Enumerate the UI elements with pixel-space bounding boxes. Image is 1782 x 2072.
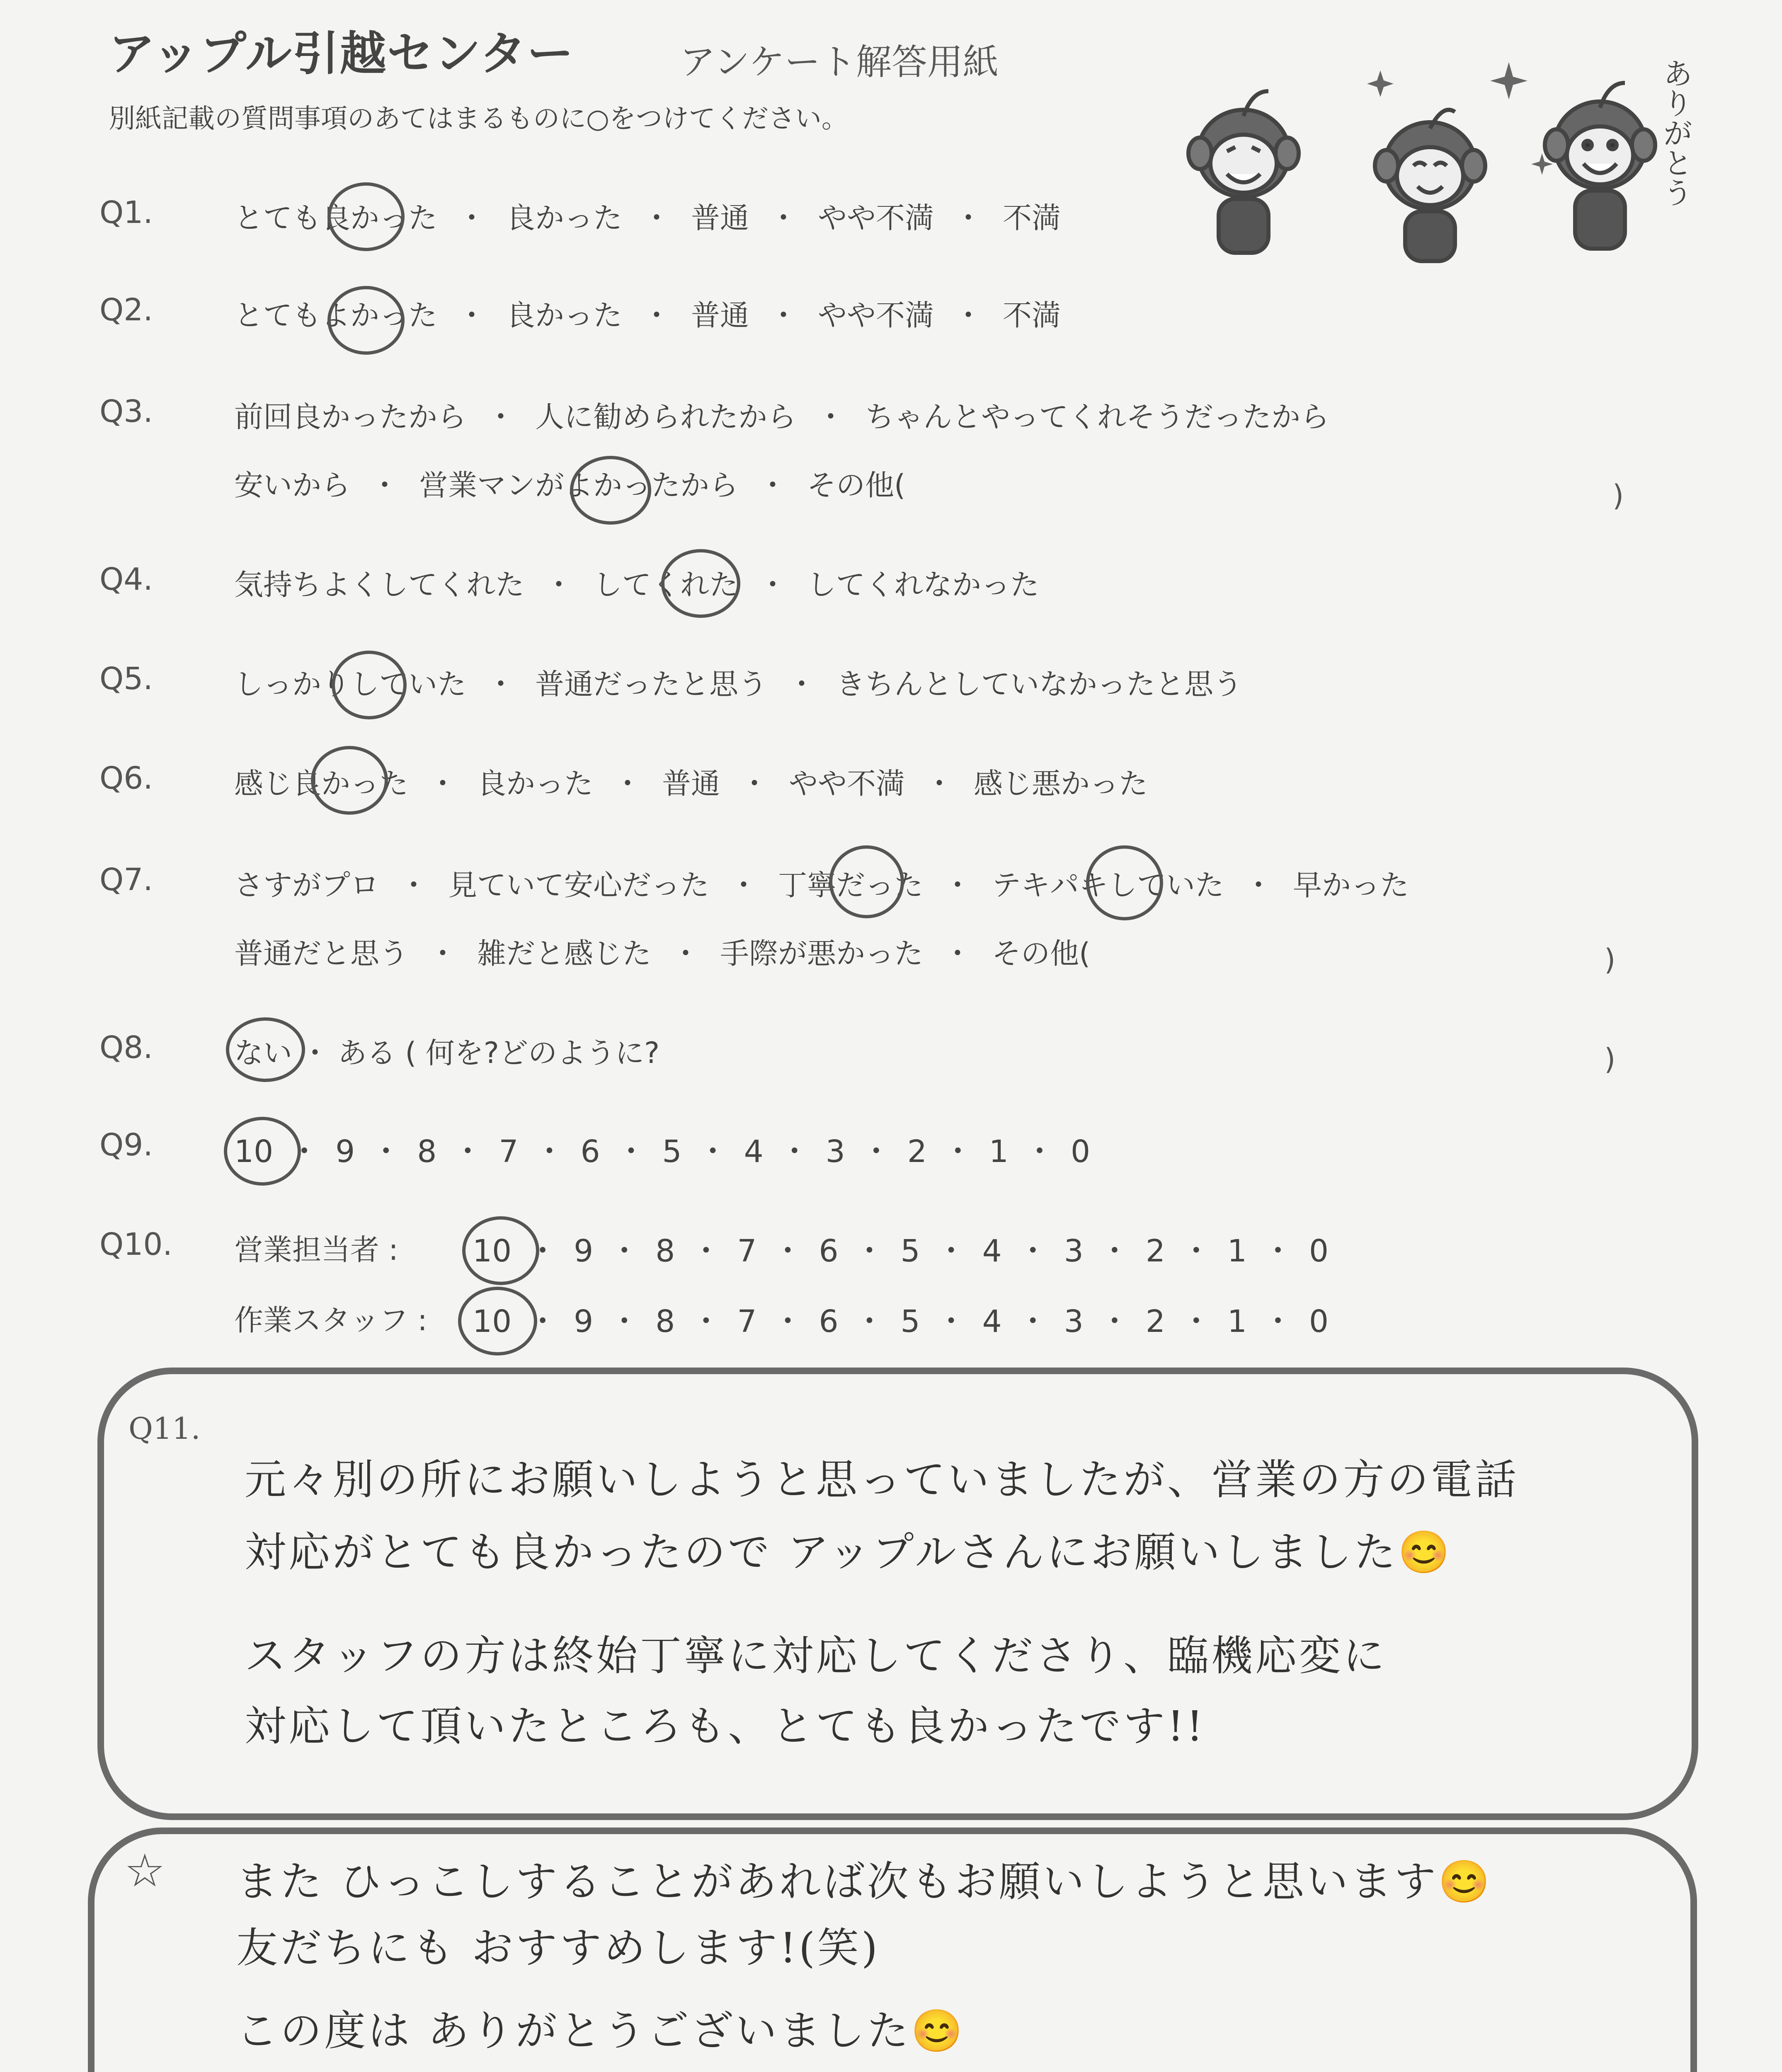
question-q7-line2: 普通だと思う ・ 雑だと感じた ・ 手際が悪かった ・ その他( ) [0,930,1782,980]
scale-1[interactable]: 1 [1227,1304,1247,1339]
option-sonota[interactable]: その他( [992,937,1091,971]
option-shikkari[interactable]: しっかりしていた [234,667,466,701]
question-q3: Q3. 前回良かったから ・ 人に勧められたから ・ ちゃんとやってくれそうだったから [0,394,1782,443]
option-shitekurenakatta[interactable]: してくれなかった [807,568,1039,602]
answer-circle [829,845,904,918]
question-q5: Q5. しっかりしていた ・ 普通だったと思う ・ きちんとしていなかったと思う [0,661,1782,711]
scale-8[interactable]: 8 [655,1233,675,1269]
mascot-caption: ありがとう [1658,58,1693,207]
question-q10: Q10. 営業担当者 : 10 ・ 9 ・ 8 ・ 7 ・ 6 ・ 5 ・ 4 ・ 3 ・ 2 ・ 1 ・ 0 [99,1227,1329,1269]
scale-0[interactable]: 0 [1309,1233,1329,1269]
question-q4: Q4. 気持ちよくしてくれた ・ してくれた ・ してくれなかった [0,562,1782,611]
option-sonota[interactable]: その他( [807,468,906,502]
staff-rating-label: 作業スタッフ : [234,1303,427,1337]
question-q2: Q2. とてもよかった ・ 良かった ・ 普通 ・ やや不満 ・ 不満 [0,292,1782,342]
scale-3[interactable]: 3 [1064,1304,1084,1339]
answer-circle [226,1017,305,1082]
question-label: Q5. [99,661,153,697]
scale-4[interactable]: 4 [982,1233,1002,1269]
option-fuman[interactable]: 不満 [1003,201,1061,235]
scale-7[interactable]: 7 [737,1233,757,1269]
question-label: Q6. [99,760,153,796]
option-yasui[interactable]: 安いから [234,468,350,502]
scale-9[interactable]: 9 [574,1304,594,1339]
q11-line-3: スタッフの方は終始丁寧に対応してくださり、臨機応変に [245,1631,1387,1680]
option-futsu[interactable]: 普通 [662,767,720,801]
sales-rating-label: 営業担当者 : [234,1233,398,1267]
option-futsu[interactable]: 普通 [691,201,749,235]
question-q8: Q8. ない ・ ある ( 何を?どのように? ) [99,1030,1616,1076]
option-aru[interactable]: ある ( 何を?どのように? [338,1036,660,1070]
answer-circle [327,182,405,251]
scale-0[interactable]: 0 [1071,1134,1091,1169]
option-yokatta[interactable]: 良かった [506,298,622,332]
option-yaya-fuman[interactable]: やや不満 [818,201,934,235]
option-hayakatta[interactable]: 早かった [1293,868,1409,902]
question-q9: Q9. 10 ・ 9 ・ 8 ・ 7 ・ 6 ・ 5 ・ 4 ・ 3 ・ 2 ・ 1 ・ 0 [99,1127,1091,1169]
answer-circle [332,651,407,719]
close-paren: ) [1604,1042,1616,1076]
scale-10[interactable]: 10 [473,1304,512,1339]
question-label: Q1. [99,195,153,230]
answer-circle [661,549,740,618]
answer-circle [570,456,651,525]
q11-label: Q11. [128,1411,201,1446]
scale-1[interactable]: 1 [989,1134,1009,1169]
option-yokatta[interactable]: 良かった [477,767,593,801]
option-futsu[interactable]: 普通 [691,298,749,332]
scale-4[interactable]: 4 [744,1134,764,1169]
question-q1: Q1. とても良かった ・ 良かった ・ 普通 ・ やや不満 ・ 不満 [0,195,1782,244]
option-yokatta[interactable]: 良かった [506,201,622,235]
option-anshin[interactable]: 見ていて安心だった [448,868,709,902]
option-futsu-datta[interactable]: 普通だったと思う [535,667,767,701]
option-fuman[interactable]: 不満 [1003,298,1061,332]
answer-circle [458,1287,537,1356]
scale-4[interactable]: 4 [982,1304,1002,1339]
option-susumerareta[interactable]: 人に勧められたから [535,400,796,434]
answer-circle [327,286,405,355]
instructions: 別紙記載の質問事項のあてはまるものに○をつけてください。 [109,104,848,134]
free-comment-line-1: また ひっこしすることがあれば次もお願いしようと思います😊 [236,1857,1493,1906]
scale-5[interactable]: 5 [900,1233,920,1269]
option-kimochiyoku[interactable]: 気持ちよくしてくれた [234,568,524,602]
answer-circle [311,746,388,815]
scale-7[interactable]: 7 [737,1304,757,1339]
option-tegiwa[interactable]: 手際が悪かった [720,937,923,971]
form-title: アンケート解答用紙 [680,41,999,83]
scale-2[interactable]: 2 [907,1134,927,1169]
question-q6: Q6. 感じ良かった ・ 良かった ・ 普通 ・ やや不満 ・ 感じ悪かった [0,760,1782,810]
question-label: Q10. [99,1227,172,1262]
option-zenkai[interactable]: 前回良かったから [234,400,466,434]
option-kanji-warukatta[interactable]: 感じ悪かった [974,767,1148,801]
option-kanji-yokatta[interactable]: 感じ良かった [234,767,408,801]
option-yaya-fuman[interactable]: やや不満 [818,298,934,332]
scale-5[interactable]: 5 [900,1304,920,1339]
scale-7[interactable]: 7 [499,1134,519,1169]
answer-circle [462,1216,539,1285]
scale-8[interactable]: 8 [655,1304,675,1339]
question-label: Q9. [99,1127,153,1163]
scale-1[interactable]: 1 [1227,1233,1247,1269]
option-chanto[interactable]: ちゃんとやってくれそうだったから [865,400,1329,434]
company-name: アップル引越センター [109,27,575,81]
option-yaya-fuman[interactable]: やや不満 [789,767,905,801]
option-totemo-yokatta[interactable]: とてもよかった [234,298,437,332]
free-comment-line-2: 友だちにも おすすめします!(笑) [236,1924,880,1972]
option-nai[interactable]: ない [234,1036,292,1070]
close-paren: ) [1612,479,1624,513]
scale-10[interactable]: 10 [473,1233,512,1269]
scale-9[interactable]: 9 [574,1233,594,1269]
option-eigyoman[interactable]: 営業マンがよかったから [419,468,738,502]
question-label: Q8. [99,1030,153,1065]
scale-6[interactable]: 6 [580,1134,600,1169]
question-q3-line2: 安いから ・ 営業マンがよかったから ・ その他( ) [0,462,1782,512]
scale-2[interactable]: 2 [1145,1233,1165,1269]
q11-line-1: 元々別の所にお願いしようと思っていましたが、営業の方の電話 [245,1455,1519,1504]
option-teinei[interactable]: 丁寧だった [778,868,923,902]
q11-line-2: 対応がとても良かったので アップルさんにお願いしました😊 [245,1528,1452,1576]
question-label: Q3. [99,394,153,429]
scale-6[interactable]: 6 [819,1304,839,1339]
scale-3[interactable]: 3 [825,1134,845,1169]
question-label: Q2. [99,292,153,328]
scale-9[interactable]: 9 [335,1134,355,1169]
question-label: Q4. [99,562,153,597]
scale-10[interactable]: 10 [234,1134,274,1169]
scale-2[interactable]: 2 [1145,1304,1165,1339]
star-icon: ☆ [124,1844,165,1897]
question-q7: Q7. さすがプロ ・ 見ていて安心だった ・ 丁寧だった ・ テキパキしていた ・ 早かった [0,862,1782,912]
option-kichinto-nai[interactable]: きちんとしていなかったと思う [836,667,1242,701]
question-label: Q7. [99,862,153,898]
option-zatsu[interactable]: 雑だと感じた [477,937,651,971]
option-futsu-da[interactable]: 普通だと思う [234,937,408,971]
scale-5[interactable]: 5 [662,1134,682,1169]
option-totemo-yokatta[interactable]: とても良かった [234,201,437,235]
option-tekipaki[interactable]: テキパキしていた [992,868,1224,902]
option-sasuga-pro[interactable]: さすがプロ [234,868,379,902]
free-comment-line-3: この度は ありがとうございました😊 [236,2007,965,2055]
answer-circle [1086,845,1163,920]
scale-6[interactable]: 6 [819,1233,839,1269]
q11-line-4: 対応して頂いたところも、とても良かったです!! [245,1702,1206,1750]
scale-0[interactable]: 0 [1309,1304,1329,1339]
question-q10-staff: 作業スタッフ : 10 ・ 9 ・ 8 ・ 7 ・ 6 ・ 5 ・ 4 ・ 3 ・ 2 ・ 1 ・ 0 [0,1297,1782,1347]
answer-circle [224,1117,301,1186]
scale-3[interactable]: 3 [1064,1233,1084,1269]
scale-8[interactable]: 8 [417,1134,437,1169]
close-paren: ) [1604,943,1616,977]
option-shitekureta[interactable]: してくれた [593,568,738,602]
